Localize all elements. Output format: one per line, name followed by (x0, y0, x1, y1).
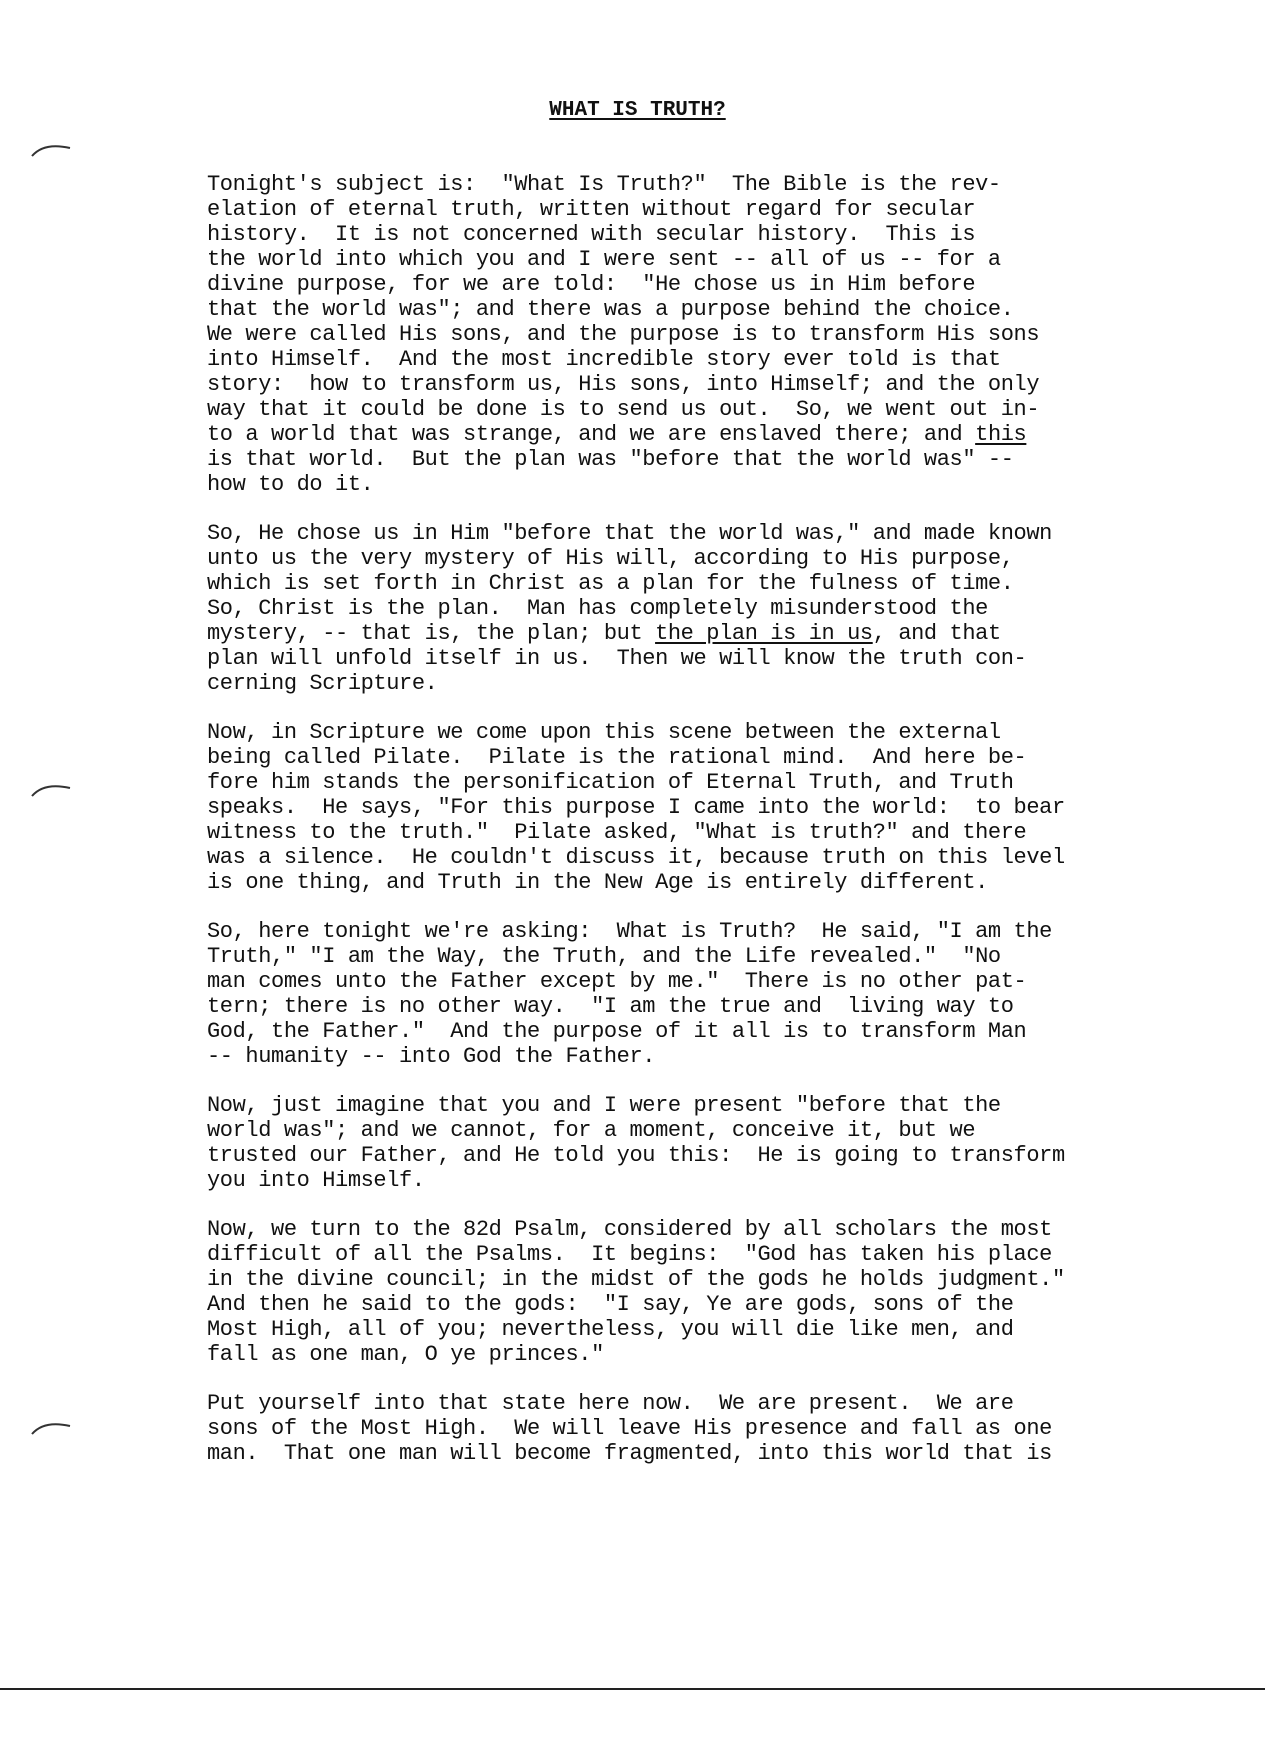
underlined-text: this (975, 422, 1027, 447)
text-segment: how to do it. (207, 472, 374, 497)
text-line (207, 944, 1207, 969)
text-segment: to a world that was strange, and we are enslaved there; and (207, 422, 976, 447)
text-segment: , and that (872, 621, 1001, 646)
text-line (207, 621, 1207, 646)
text-line (207, 1217, 1207, 1242)
text-line (207, 1242, 1207, 1267)
text-segment: unto us the very mystery of His will, according to His purpose, (207, 546, 1014, 571)
text-segment: way that it could be done is to send us out. So, we went out in- (207, 397, 1040, 422)
text-line (207, 222, 1207, 247)
paragraph (207, 521, 1207, 696)
text-line (207, 1317, 1207, 1342)
text-segment: Tonight's subject is: "What Is Truth?" The Bible is the rev- (207, 172, 1001, 197)
text-line (207, 969, 1207, 994)
text-segment: elation of eternal truth, written without regard for secular (207, 197, 976, 222)
text-line (207, 397, 1207, 422)
text-line (207, 472, 1207, 497)
text-segment: world was"; and we cannot, for a moment, conceive it, but we (207, 1118, 976, 1143)
text-line (207, 671, 1207, 696)
text-segment: God, the Father." And the purpose of it all is to transform Man (207, 1019, 1027, 1044)
paragraph (207, 1391, 1207, 1466)
text-line (207, 447, 1207, 472)
text-line (207, 845, 1207, 870)
paragraph (207, 172, 1207, 497)
page-bottom-rule (0, 1688, 1265, 1690)
text-line (207, 322, 1207, 347)
text-line (207, 820, 1207, 845)
text-segment: man. That one man will become fragmented, into this world that is (207, 1441, 1052, 1466)
text-line (207, 1168, 1207, 1193)
text-line (207, 870, 1207, 895)
paragraph (207, 919, 1207, 1069)
text-segment: speaks. He says, "For this purpose I came into the world: to bear (207, 795, 1065, 820)
text-segment: Now, in Scripture we come upon this scene between the external (207, 720, 1001, 745)
text-segment: plan will unfold itself in us. Then we will know the truth con- (207, 646, 1027, 671)
text-line (207, 1292, 1207, 1317)
text-line (207, 646, 1207, 671)
text-segment: -- humanity -- into God the Father. (207, 1044, 656, 1069)
text-segment: fore him stands the personification of Eternal Truth, and Truth (207, 770, 1014, 795)
page-title (0, 98, 1275, 124)
document-body (207, 172, 1207, 1490)
margin-hole-mark (30, 140, 76, 158)
text-line (207, 172, 1207, 197)
text-line (207, 1118, 1207, 1143)
text-line (207, 422, 1207, 447)
text-segment: Now, we turn to the 82d Psalm, considered by all scholars the most (207, 1217, 1052, 1242)
text-segment: Most High, all of you; nevertheless, you will die like men, and (207, 1317, 1014, 1342)
text-line (207, 596, 1207, 621)
text-line (207, 347, 1207, 372)
text-line (207, 720, 1207, 745)
text-segment: Put yourself into that state here now. We are present. We are (207, 1391, 1014, 1416)
text-line (207, 1093, 1207, 1118)
text-line (207, 1044, 1207, 1069)
text-segment: Now, just imagine that you and I were present "before that the (207, 1093, 1001, 1118)
text-segment: history. It is not concerned with secular history. This is (207, 222, 976, 247)
text-line (207, 546, 1207, 571)
text-segment: that the world was"; and there was a purpose behind the choice. (207, 297, 1014, 322)
margin-hole-mark (30, 780, 76, 798)
text-segment: We were called His sons, and the purpose is to transform His sons (207, 322, 1040, 347)
text-line (207, 247, 1207, 272)
text-segment: story: how to transform us, His sons, into Himself; and the only (207, 372, 1040, 397)
text-segment: So, here tonight we're asking: What is Truth? He said, "I am the (207, 919, 1052, 944)
text-line (207, 1441, 1207, 1466)
margin-hole-mark (30, 1418, 76, 1436)
text-segment: sons of the Most High. We will leave His presence and fall as one (207, 1416, 1052, 1441)
text-segment: cerning Scripture. (207, 671, 438, 696)
text-segment: And then he said to the gods: "I say, Ye are gods, sons of the (207, 1292, 1014, 1317)
text-segment: So, Christ is the plan. Man has completely misunderstood the (207, 596, 988, 621)
text-segment: is one thing, and Truth in the New Age is entirely different. (207, 870, 988, 895)
text-line (207, 272, 1207, 297)
text-line (207, 1267, 1207, 1292)
text-line (207, 795, 1207, 820)
text-line (207, 197, 1207, 222)
text-line (207, 745, 1207, 770)
text-segment: witness to the truth." Pilate asked, "What is truth?" and there (207, 820, 1027, 845)
text-segment: mystery, -- that is, the plan; but (207, 621, 656, 646)
text-line (207, 1019, 1207, 1044)
text-segment: fall as one man, O ye princes." (207, 1342, 604, 1367)
text-segment: man comes unto the Father except by me." There is no other pat- (207, 969, 1027, 994)
text-segment: is that world. But the plan was "before that the world was" -- (207, 447, 1014, 472)
page-title-text: WHAT IS TRUTH? (549, 99, 726, 122)
text-line (207, 372, 1207, 397)
text-segment: you into Himself. (207, 1168, 425, 1193)
text-segment: being called Pilate. Pilate is the rational mind. And here be- (207, 745, 1027, 770)
paragraph (207, 1217, 1207, 1367)
text-line (207, 571, 1207, 596)
text-segment: So, He chose us in Him "before that the world was," and made known (207, 521, 1052, 546)
text-line (207, 994, 1207, 1019)
text-segment: divine purpose, for we are told: "He chose us in Him before (207, 272, 976, 297)
text-segment: difficult of all the Psalms. It begins: "God has taken his place (207, 1242, 1052, 1267)
text-segment: was a silence. He couldn't discuss it, because truth on this level (207, 845, 1065, 870)
text-line (207, 1391, 1207, 1416)
paragraph (207, 1093, 1207, 1193)
text-segment: Truth," "I am the Way, the Truth, and the Life revealed." "No (207, 944, 1001, 969)
text-segment: into Himself. And the most incredible story ever told is that (207, 347, 1001, 372)
underlined-text: the plan is in us (655, 621, 873, 646)
text-line (207, 1143, 1207, 1168)
text-segment: tern; there is no other way. "I am the true and living way to (207, 994, 1014, 1019)
text-line (207, 297, 1207, 322)
text-segment: the world into which you and I were sent -- all of us -- for a (207, 247, 1001, 272)
text-segment: trusted our Father, and He told you this: He is going to transform (207, 1143, 1065, 1168)
paragraph (207, 720, 1207, 895)
text-line (207, 919, 1207, 944)
text-line (207, 521, 1207, 546)
text-segment: in the divine council; in the midst of the gods he holds judgment." (207, 1267, 1065, 1292)
text-line (207, 770, 1207, 795)
text-line (207, 1416, 1207, 1441)
text-segment: which is set forth in Christ as a plan for the fulness of time. (207, 571, 1014, 596)
text-line (207, 1342, 1207, 1367)
